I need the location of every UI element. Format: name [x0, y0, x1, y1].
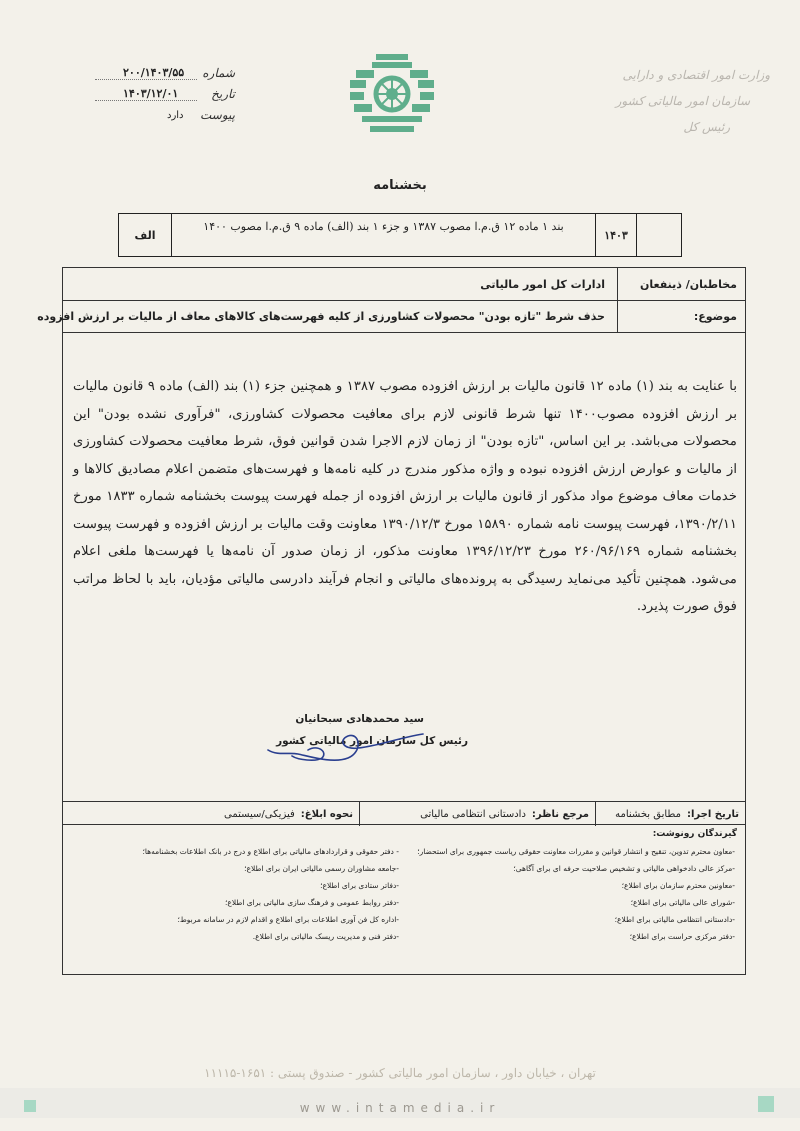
reference-empty-cell [636, 214, 681, 256]
list-item: -جامعه مشاوران رسمی مالیاتی ایران برای اطلاع؛ [244, 864, 399, 873]
number-label: شماره [202, 66, 235, 80]
signer-title: رئیس کل سازمان امور مالیاتی کشور [276, 735, 468, 747]
attachment-row [95, 108, 235, 127]
addressees-label: مخاطبان/ ذینفعان [617, 268, 745, 300]
date-value: ۱۴۰۳/۱۲/۰۱ [123, 87, 179, 100]
list-item: -معاونین محترم سازمان برای اطلاع؛ [621, 881, 735, 890]
recipients-title: گیرندگان رونوشت: [652, 829, 737, 839]
recipients-left-column [143, 843, 400, 945]
postal-address: تهران ، خیابان داور ، سازمان امور مالیاتی کشور - صندوق پستی : ۱۶۵۱-۱۱۱۱۵ [204, 1066, 596, 1080]
supervisor-label: مرجع ناظر: [531, 808, 589, 820]
body-text: با عنایت به بند (۱) ماده ۱۲ قانون مالیات بر ارزش افزوده مصوب ۱۳۸۷ و همچنین جزء (۱) بند (الف) ماده ۹ قانون مالیات بر ارزش افزوده مصوب۱۴۰۰ تنها شرط قانونی لازم برای معافیت محصولات کشاورزی، "فرآوری نشده بودن" این محصولات می‌باشد. بر این اساس، "تازه بودن" از زمان لازم الاجرا شدن قوانین فوق، شرط معافیت محصولات کشاورزی از مالیات و عوارض ارزش افزوده نبوده و واژه مذکور مندرج در کلیه نامه‌ها و فهرست‌های متضمن اعلام مصادیق کالاها و خدمات معاف موضوع مواد مذکور از قانون مالیات بر ارزش افزوده از جمله فهرست پیوست بخشنامه شماره ۱۸۳۳ مورخ ۱۳۹۰/۲/۱۱، فهرست پیوست نامه شماره ۱۵۸۹۰ مورخ ۱۳۹۰/۱۲/۳ معاونت وقت مالیات بر ارزش افزوده و فهرست پیوست بخشنامه شماره ۲۶۰/۹۶/۱۶۹ مورخ ۱۳۹۶/۱۲/۲۳ معاونت مذکور، از زمان صدور آن نامه‌ها یا فهرست‌ها ملغی اعلام می‌شود. همچنین تأکید می‌نماید رسیدگی به پرونده‌های مالیاتی و انجام فرآیند دادرسی مالیاتی مؤدیان، باید با لحاظ مراتب فوق صورت پذیرد. [73, 379, 737, 614]
reference-letter: الف [134, 228, 156, 242]
recipients-box [62, 825, 746, 975]
attachment-value: دارد [167, 110, 184, 121]
subject-row [37, 300, 745, 333]
recipients-right-column [417, 843, 735, 945]
addressees-value: ادارات کل امور مالیاتی [480, 277, 605, 291]
list-item: -دفاتر ستادی برای اطلاع؛ [320, 881, 399, 890]
supervisor-value: دادستانی انتظامی مالیاتی [420, 808, 526, 820]
reference-text: بند ۱ ماده ۱۲ ق.م.ا مصوب ۱۳۸۷ و جزء ۱ بند (الف) ماده ۹ ق.م.ا مصوب ۱۴۰۰ [171, 214, 595, 256]
exec-date-label: تاریخ اجرا: [687, 808, 739, 820]
number-dotted-line [95, 79, 197, 80]
list-item: -شورای عالی مالیاتی برای اطلاع؛ [630, 898, 735, 907]
ministry-header [600, 62, 770, 140]
head-line: رئیس کل [683, 120, 730, 134]
execution-row [63, 801, 745, 826]
letter-meta [95, 66, 235, 129]
tax-organization-logo-icon [346, 52, 438, 136]
number-value: ۲۰۰/۱۴۰۳/۵۵ [123, 66, 185, 79]
reference-box [118, 213, 682, 257]
handwritten-signature-icon [248, 726, 428, 766]
subject-value: حذف شرط "تازه بودن" محصولات کشاورزی از کلیه فهرست‌های کالاهای معاف از مالیات بر ارزش افزوده [37, 309, 605, 323]
notify-value: فیزیکی/سیستمی [223, 808, 295, 820]
date-label: تاریخ [211, 87, 235, 101]
addressees-row [63, 268, 745, 301]
list-item: - دفتر حقوقی و قراردادهای مالیاتی برای اطلاع و درج در بانک اطلاعات بخشنامه‌ها؛ [142, 847, 399, 856]
list-item: -معاون محترم تدوین، تنقیح و انتشار قوانین و مقررات معاونت حقوقی ریاست جمهوری برای استحضار؛ [417, 847, 735, 856]
list-item: -دفتر مرکزی حراست برای اطلاع؛ [629, 932, 735, 941]
signature-block [228, 708, 468, 752]
date-row [95, 87, 235, 106]
date-dotted-line [95, 100, 197, 101]
attachment-label: پیوست [200, 108, 235, 122]
notify-label: نحوه ابلاغ: [300, 808, 353, 820]
subject-label: موضوع: [617, 300, 745, 332]
notify-cell [63, 802, 359, 826]
signer-name: سید محمدهادی سبحانیان [295, 713, 424, 725]
list-item: -دادستانی انتظامی مالیاتی برای اطلاع؛ [614, 915, 735, 924]
exec-date-value: مطابق بخشنامه [615, 808, 681, 820]
website-link[interactable]: www.intamedia.ir [299, 1101, 501, 1115]
organization-line: سازمان امور مالیاتی کشور [615, 94, 750, 108]
supervisor-cell [359, 802, 595, 826]
number-row [95, 66, 235, 85]
list-item: -مرکز عالی دادخواهی مالیاتی و تشخیص صلاحیت حرفه ای برای آگاهی؛ [513, 864, 735, 873]
exec-date-cell [595, 802, 745, 826]
list-item: -دفتر فنی و مدیریت ریسک مالیاتی برای اطلاع. [252, 932, 399, 941]
list-item: -اداره کل فن آوری اطلاعات برای اطلاع و اقدام لازم در سامانه مربوط؛ [177, 915, 399, 924]
document-title: بخشنامه [373, 178, 427, 193]
list-item: -دفتر روابط عمومی و فرهنگ سازی مالیاتی برای اطلاع؛ [225, 898, 399, 907]
main-frame [37, 267, 746, 825]
ministry-line: وزارت امور اقتصادی و دارایی [622, 68, 770, 82]
reference-year: ۱۴۰۳ [595, 214, 636, 256]
